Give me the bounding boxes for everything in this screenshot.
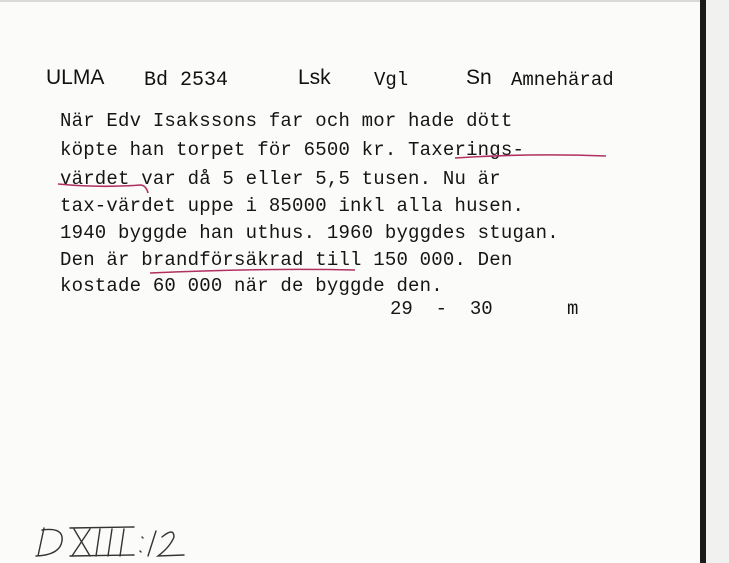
header-lsk-value: Vgl (374, 69, 409, 91)
header-sn-label: Sn (466, 66, 492, 89)
header-place: ULMA (46, 66, 105, 89)
body-line-3: värdet var då 5 eller 5,5 tusen. Nu är (60, 168, 501, 190)
card-top-edge (0, 0, 700, 2)
body-line-1: När Edv Isakssons far och mor hade dött (60, 110, 513, 132)
body-line-5: 1940 byggde han uthus. 1960 byggdes stugan. (60, 222, 559, 244)
header-volume: Bd 2534 (144, 69, 229, 92)
header-lsk-label: Lsk (298, 66, 331, 89)
header-sn-value: Amnehärad (511, 69, 614, 91)
page-letter: m (567, 298, 579, 320)
card-adjacent-strip (706, 0, 729, 563)
page-reference: 29 - 30 (390, 298, 493, 320)
handwritten-signature (34, 523, 194, 559)
body-line-2: köpte han torpet för 6500 kr. Taxerings- (60, 139, 525, 161)
body-line-6: Den är brandförsäkrad till 150 000. Den (60, 249, 513, 271)
body-line-7: kostade 60 000 när de byggde den. (60, 275, 443, 297)
body-line-4: tax-värdet uppe i 85000 inkl alla husen. (60, 195, 525, 217)
